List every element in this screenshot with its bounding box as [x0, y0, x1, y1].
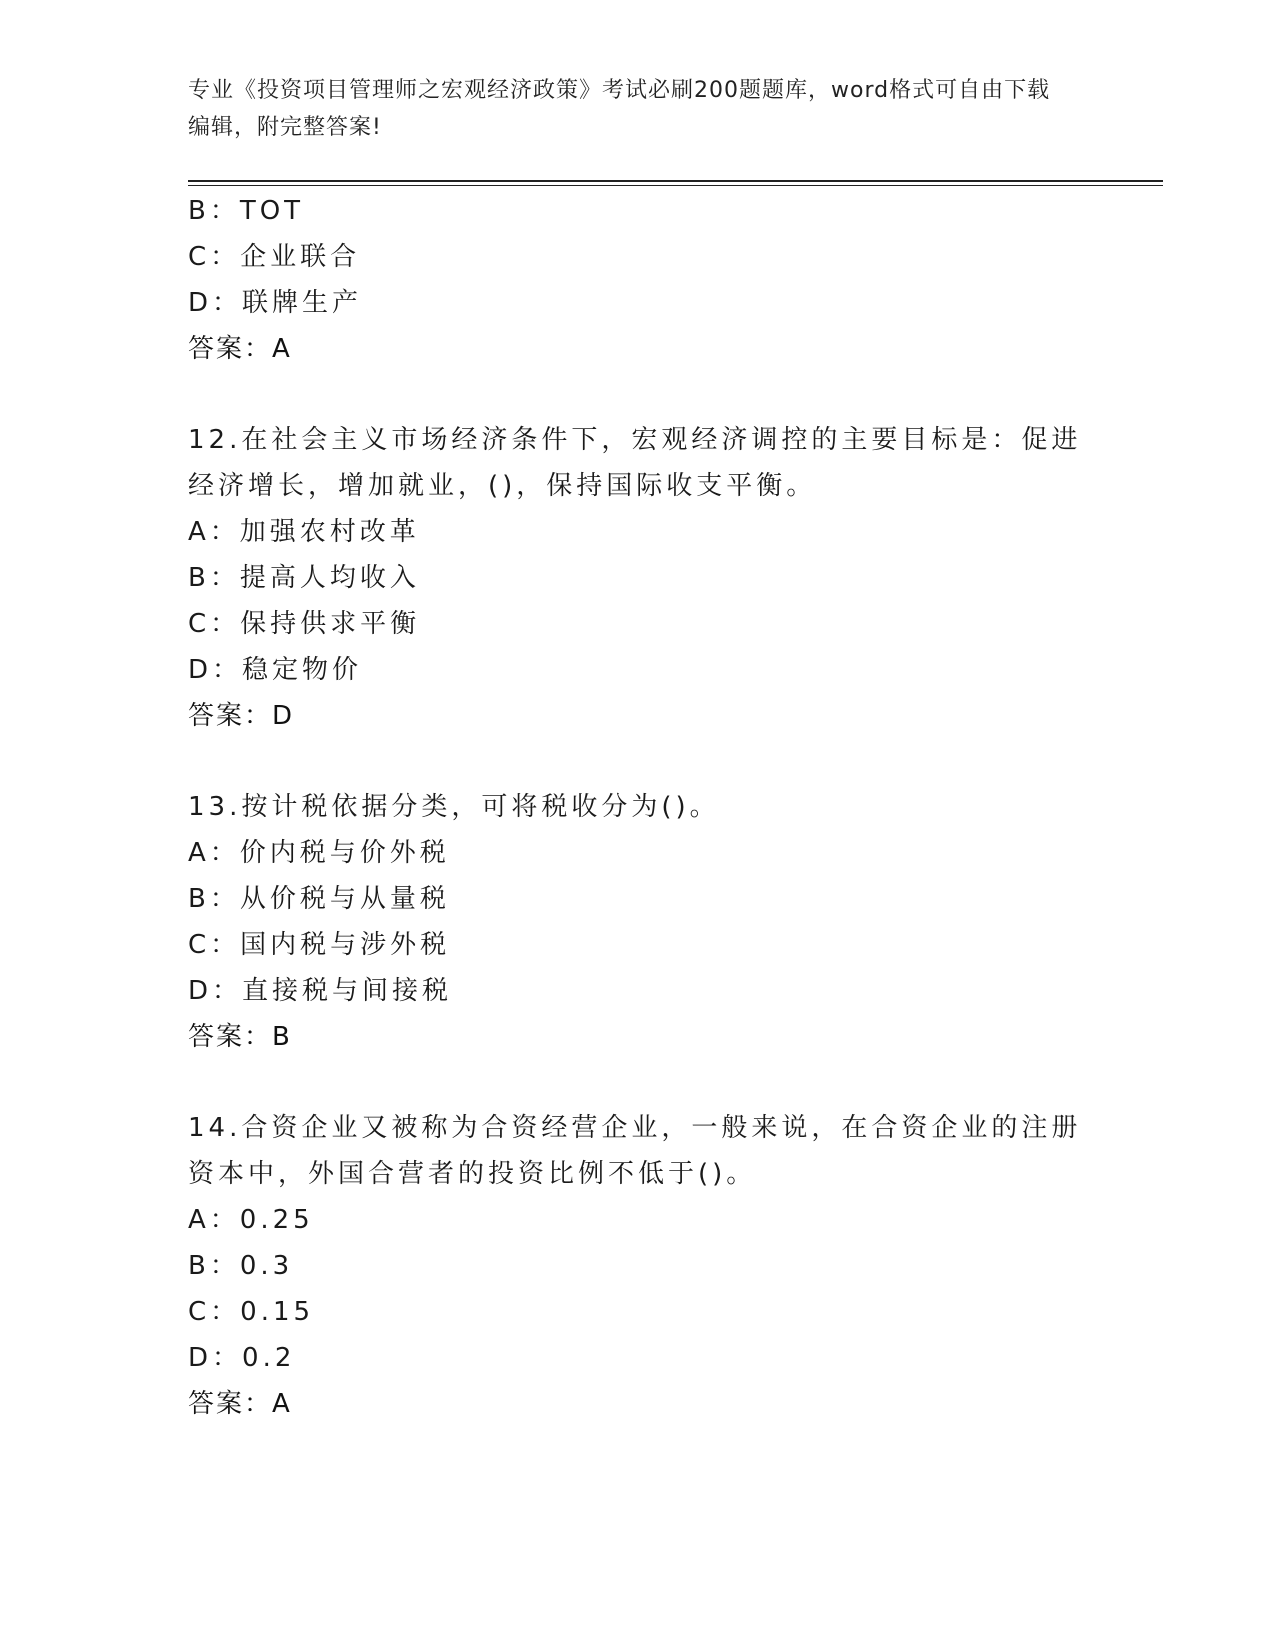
option-c: C：0.15 [188, 1297, 315, 1327]
option-b: B：0.3 [188, 1251, 294, 1281]
option-d: D：稳定物价 [188, 655, 363, 685]
option-d: D：直接税与间接税 [188, 976, 453, 1006]
option-d: D：联牌生产 [188, 288, 363, 318]
option-a: A：价内税与价外税 [188, 838, 450, 868]
question-14 [188, 1105, 1088, 1427]
question-text: 14.合资企业又被称为合资经营企业，一般来说，在合资企业的注册资本中，外国合营者的投资比例不低于()。 [188, 1113, 1082, 1189]
option-c: C：企业联合 [188, 242, 361, 272]
option-b: B：TOT [188, 196, 305, 226]
option-d: D：0.2 [188, 1343, 296, 1373]
answer-line: 答案：B [188, 1022, 292, 1052]
option-c: C：保持供求平衡 [188, 609, 421, 639]
header-rule-thin [188, 185, 1163, 186]
option-b: B：提高人均收入 [188, 563, 420, 593]
document-header: 专业《投资项目管理师之宏观经济政策》考试必刷200题题库，word格式可自由下载编辑，附完整答案! [188, 78, 1051, 140]
answer-line: 答案：A [188, 334, 292, 364]
option-b: B：从价税与从量税 [188, 884, 450, 914]
question-12 [188, 417, 1088, 739]
question-text: 13.按计税依据分类，可将税收分为()。 [188, 792, 720, 822]
question-text: 12.在社会主义市场经济条件下，宏观经济调控的主要目标是：促进经济增长，增加就业，()，保持国际收支平衡。 [188, 425, 1082, 501]
question-11-continued [188, 188, 1088, 372]
question-13 [188, 784, 1088, 1060]
question-list [188, 188, 1088, 1427]
option-a: A：加强农村改革 [188, 517, 420, 547]
answer-line: 答案：A [188, 1389, 292, 1419]
option-a: A：0.25 [188, 1205, 314, 1235]
option-c: C：国内税与涉外税 [188, 930, 451, 960]
header-rule-thick [188, 180, 1163, 182]
answer-line: 答案：D [188, 701, 295, 731]
